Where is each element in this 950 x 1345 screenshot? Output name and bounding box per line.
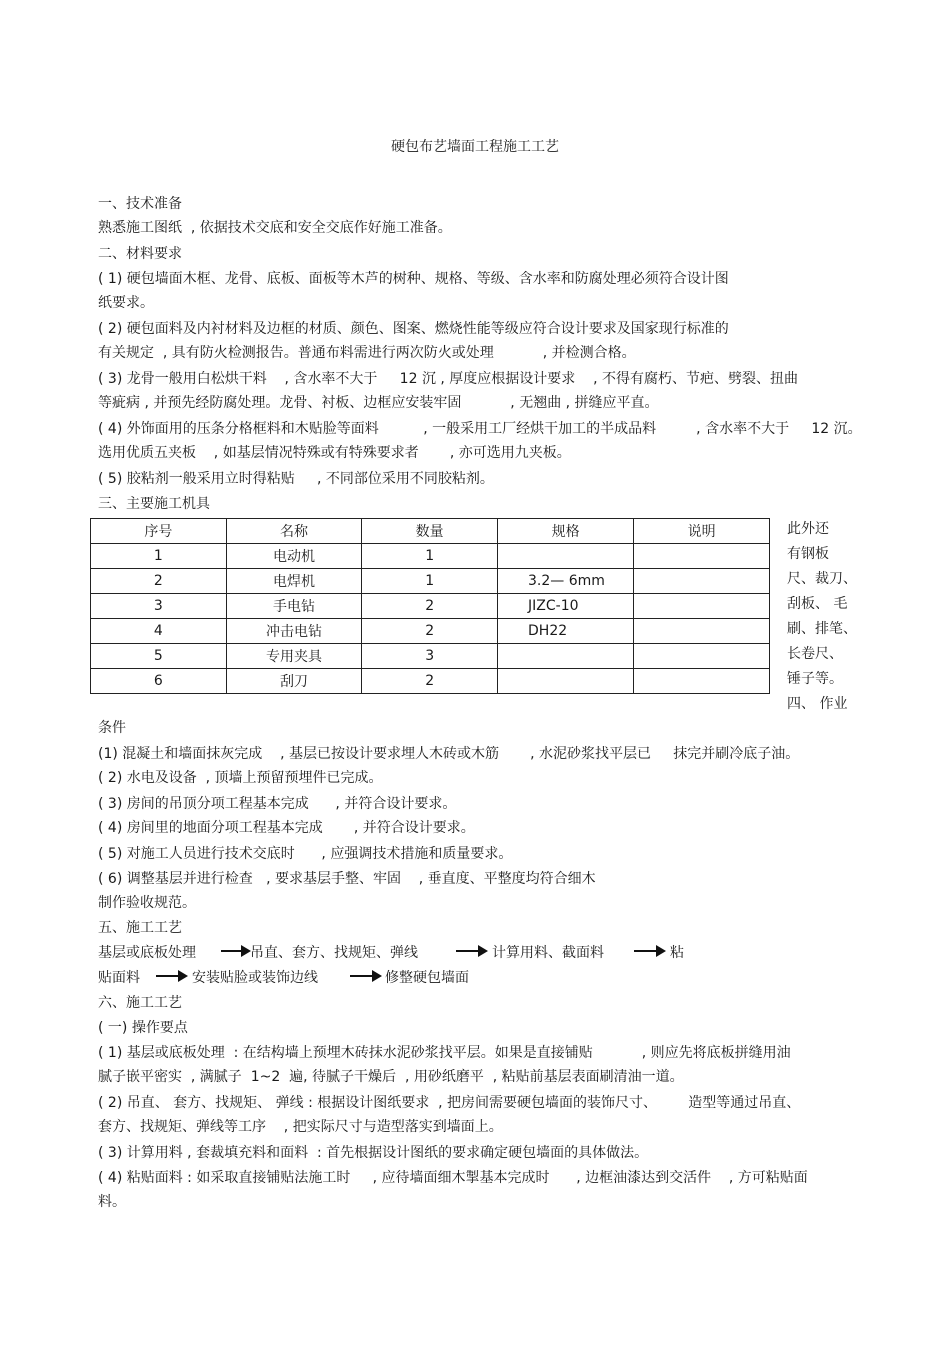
- header-index: 序号: [91, 519, 227, 544]
- flow-step: 修整硬包墙面: [385, 970, 469, 986]
- material-item-3-line-2: 等疵病 , 并预先经防腐处理。龙骨、衬板、边框应安装牢固 , 无翘曲 , 拼缝应平直。: [98, 395, 659, 411]
- header-spec: 规格: [498, 519, 634, 544]
- condition-6-line-2: 制作验收规范。: [98, 895, 196, 911]
- section-5-heading: 五、施工工艺: [98, 920, 182, 936]
- cell-note: [634, 569, 770, 594]
- section-4-heading: 四、 作业: [787, 696, 848, 712]
- cell-index: 6: [91, 669, 227, 694]
- cell-note: [634, 594, 770, 619]
- cell-spec: 3.2— 6mm: [498, 569, 634, 594]
- material-item-2-line-1: ( 2) 硬包面料及内衬材料及边框的材质、颜色、图案、燃烧性能等级应符合设计要求及国家现行标准的: [98, 321, 729, 337]
- cell-name: 专用夹具: [226, 644, 362, 669]
- header-name: 名称: [226, 519, 362, 544]
- operation-2-line-2: 套方、找规矩、弹线等工序 , 把实际尺寸与造型落实到墙面上。: [98, 1119, 503, 1135]
- table-row: [91, 644, 770, 669]
- operation-3: ( 3) 计算用料 , 套裁填充料和面料 : 首先根据设计图纸的要求确定硬包墙面的具体做法。: [98, 1145, 649, 1161]
- material-item-1-line-1: ( 1) 硬包墙面木框、龙骨、底板、面板等木芦的树种、规格、等级、含水率和防腐处理必须符合设计图: [98, 271, 729, 287]
- material-item-3-line-1: ( 3) 龙骨一般用白松烘干料 , 含水率不大于 12 沉 , 厚度应根据设计要求 , 不得有腐朽、节疤、劈裂、扭曲: [98, 371, 798, 387]
- cell-quantity: 2: [362, 619, 498, 644]
- condition-6-line-1: ( 6) 调整基层并进行检查 , 要求基层手整、牢固 , 垂直度、平整度均符合细木: [98, 871, 596, 887]
- cell-spec: DH22: [498, 619, 634, 644]
- arrow-right-icon: [350, 975, 374, 977]
- side-note-line: 刷、排笔、: [787, 621, 857, 637]
- table-row: [91, 594, 770, 619]
- cell-index: 4: [91, 619, 227, 644]
- side-note-line: 长卷尺、: [787, 646, 843, 662]
- table-row: [91, 569, 770, 594]
- flow-step: 安装贴脸或装饰边线: [192, 970, 318, 986]
- cell-quantity: 1: [362, 544, 498, 569]
- section-1-text: 熟悉施工图纸 , 依据技术交底和安全交底作好施工准备。: [98, 220, 452, 236]
- flow-step: 计算用料、截面料: [492, 945, 604, 961]
- section-1-heading: 一、技术准备: [98, 196, 182, 212]
- flow-step: 吊直、套方、找规矩、弹线: [250, 945, 418, 961]
- cell-quantity: 3: [362, 644, 498, 669]
- material-item-4-line-1: ( 4) 外饰面用的压条分格框料和木贴脸等面料 , 一般采用工厂经烘干加工的半成品料 , 含水率不大于 12 沉。: [98, 421, 862, 437]
- flow-step: 基层或底板处理: [98, 945, 196, 961]
- operation-1-line-2: 腻子嵌平密实 , 满腻子 1~2 遍, 待腻子干燥后 , 用砂纸磨平 , 粘贴前基层表面刷清油一道。: [98, 1069, 684, 1085]
- cell-note: [634, 619, 770, 644]
- condition-3: ( 3) 房间的吊顶分项工程基本完成 , 并符合设计要求。: [98, 796, 457, 812]
- cell-spec: JIZC-10: [498, 594, 634, 619]
- arrow-right-icon: [634, 950, 658, 952]
- cell-index: 2: [91, 569, 227, 594]
- header-note: 说明: [634, 519, 770, 544]
- section-4-heading-tail: 条件: [98, 720, 126, 736]
- cell-quantity: 2: [362, 594, 498, 619]
- cell-index: 3: [91, 594, 227, 619]
- section-2-heading: 二、材料要求: [98, 246, 182, 262]
- cell-index: 5: [91, 644, 227, 669]
- section-3-heading: 三、主要施工机具: [98, 496, 210, 512]
- cell-name: 冲击电钻: [226, 619, 362, 644]
- table-row: [91, 544, 770, 569]
- arrow-right-icon: [221, 950, 243, 952]
- cell-spec: [498, 544, 634, 569]
- flow-step: 粘: [670, 945, 684, 961]
- section-6-subheading: ( 一) 操作要点: [98, 1020, 188, 1036]
- material-item-1-line-2: 纸要求。: [98, 295, 154, 311]
- table-row: [91, 619, 770, 644]
- cell-quantity: 1: [362, 569, 498, 594]
- cell-index: 1: [91, 544, 227, 569]
- cell-name: 刮刀: [226, 669, 362, 694]
- cell-note: [634, 644, 770, 669]
- table-row: [91, 669, 770, 694]
- cell-name: 电动机: [226, 544, 362, 569]
- condition-2: ( 2) 水电及设备 , 顶墙上预留预埋件已完成。: [98, 770, 383, 786]
- cell-quantity: 2: [362, 669, 498, 694]
- side-note-line: 锤子等。: [787, 671, 843, 687]
- cell-note: [634, 669, 770, 694]
- arrow-right-icon: [156, 975, 180, 977]
- side-note-line: 此外还: [787, 521, 829, 537]
- operation-1-line-1: ( 1) 基层或底板处理 : 在结构墙上预埋木砖抹水泥砂浆找平层。如果是直接铺贴 , 则应先将底板拼缝用油: [98, 1045, 791, 1061]
- operation-4-line-1: ( 4) 粘贴面料 : 如采取直接铺贴法施工时 , 应待墙面细木掣基本完成时 , 边框油漆达到交活件 , 方可粘贴面: [98, 1170, 808, 1186]
- material-item-2-line-2: 有关规定 , 具有防火检测报告。普通布料需进行两次防火或处理 , 并检测合格。: [98, 345, 636, 361]
- condition-5: ( 5) 对施工人员进行技术交底时 , 应强调技术措施和质量要求。: [98, 846, 513, 862]
- material-item-5: ( 5) 胶粘剂一般采用立时得粘贴 , 不同部位采用不同胶粘剂。: [98, 471, 494, 487]
- side-note-line: 尺、裁刀、: [787, 571, 857, 587]
- section-6-heading: 六、施工工艺: [98, 995, 182, 1011]
- cell-spec: [498, 644, 634, 669]
- cell-note: [634, 544, 770, 569]
- side-note-line: 刮板、 毛: [787, 596, 848, 612]
- cell-name: 电焊机: [226, 569, 362, 594]
- operation-4-line-2: 料。: [98, 1194, 126, 1210]
- arrow-right-icon: [456, 950, 480, 952]
- condition-4: ( 4) 房间里的地面分项工程基本完成 , 并符合设计要求。: [98, 820, 475, 836]
- header-quantity: 数量: [362, 519, 498, 544]
- cell-name: 手电钻: [226, 594, 362, 619]
- document-title: 硬包布艺墙面工程施工工艺: [391, 139, 559, 155]
- tools-table: [90, 518, 770, 694]
- material-item-4-line-2: 选用优质五夹板 , 如基层情况特殊或有特殊要求者 , 亦可选用九夹板。: [98, 445, 571, 461]
- condition-1: (1) 混凝土和墙面抹灰完成 , 基层已按设计要求埋人木砖或木筋 , 水泥砂浆找平层已 抹完并刷冷底子油。: [98, 746, 800, 762]
- operation-2-line-1: ( 2) 吊直、 套方、找规矩、 弹线 : 根据设计图纸要求 , 把房间需要硬包墙面的装饰尺寸、 造型等通过吊直、: [98, 1095, 801, 1111]
- side-note-line: 有钢板: [787, 546, 829, 562]
- cell-spec: [498, 669, 634, 694]
- flow-step: 贴面料: [98, 970, 140, 986]
- table-header-row: [91, 519, 770, 544]
